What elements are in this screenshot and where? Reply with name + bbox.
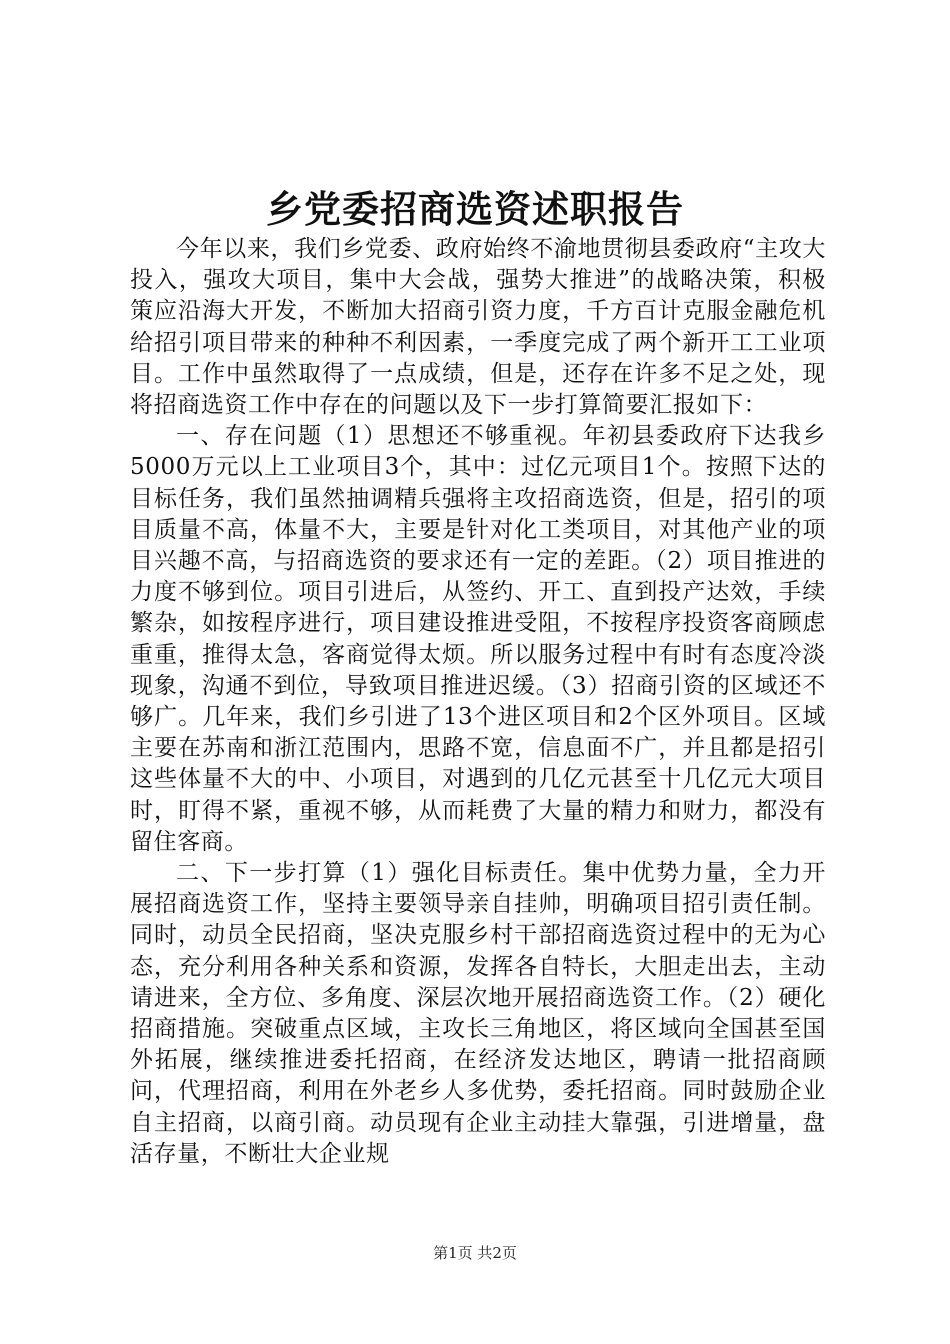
paragraph-existing-problems: 一、存在问题（1）思想还不够重视。年初县委政府下达我乡5000万元以上工业项目3个，其中：过亿元项目1个。按照下达的目标任务，我们虽然抽调精兵强将主攻招商选资，但是，招引的项目质量不高，体量不大，主要是针对化工类项目，对其他产业的项目兴趣不高，与招商选资的要求还有一定的差距。（2）项目推进的力度不够到位。项目引进后，从签约、开工、直到投产达效，手续繁杂，如按程序进行，项目建设推进受阻，不按程序投资客商顾虑重重，推得太急，客商觉得太烦。所以服务过程中有时有态度冷淡现象，沟通不到位，导致项目推进迟缓。（3）招商引资的区域还不够广。几年来，我们乡引进了13个进区项目和2个区外项目。区域主要在苏南和浙江范围内，思路不宽，信息面不广，并且都是招引这些体量不大的中、小项目，对遇到的几亿元甚至十几亿元大项目时，盯得不紧，重视不够，从而耗费了大量的精力和财力，都没有留住客商。: [130, 423, 826, 855]
document-title: 乡党委招商选资述职报告: [266, 187, 684, 231]
paragraph-next-steps: 二、下一步打算（1）强化目标责任。集中优势力量，全力开展招商选资工作，坚持主要领导亲自挂帅，明确项目招引责任制。同时，动员全民招商，坚决克服乡村干部招商选资过程中的无为心态，充分利用各种关系和资源，发挥各自特长，大胆走出去，主动请进来，全方位、多角度、深层次地开展招商选资工作。（2）硬化招商措施。突破重点区域，主攻长三角地区，将区域向全国甚至国外拓展，继续推进委托招商，在经济发达地区，聘请一批招商顾问，代理招商，利用在外老乡人多优势，委托招商。同时鼓励企业自主招商，以商引商。动员现有企业主动挂大靠强，引进增量，盘活存量，不断壮大企业规: [130, 860, 826, 1167]
paragraph-intro: 今年以来，我们乡党委、政府始终不渝地贯彻县委政府“主攻大投入，强攻大项目，集中大会战，强势大推进”的战略决策，积极策应沿海大开发，不断加大招商引资力度，千方百计克服金融危机给招引项目带来的种种不利因素，一季度完成了两个新开工工业项目。工作中虽然取得了一点成绩，但是，还存在许多不足之处，现将招商选资工作中存在的问题以及下一步打算简要汇报如下：: [130, 236, 826, 419]
document-body: [130, 234, 826, 1170]
page-number-footer: 第1页 共2页: [433, 1244, 517, 1262]
